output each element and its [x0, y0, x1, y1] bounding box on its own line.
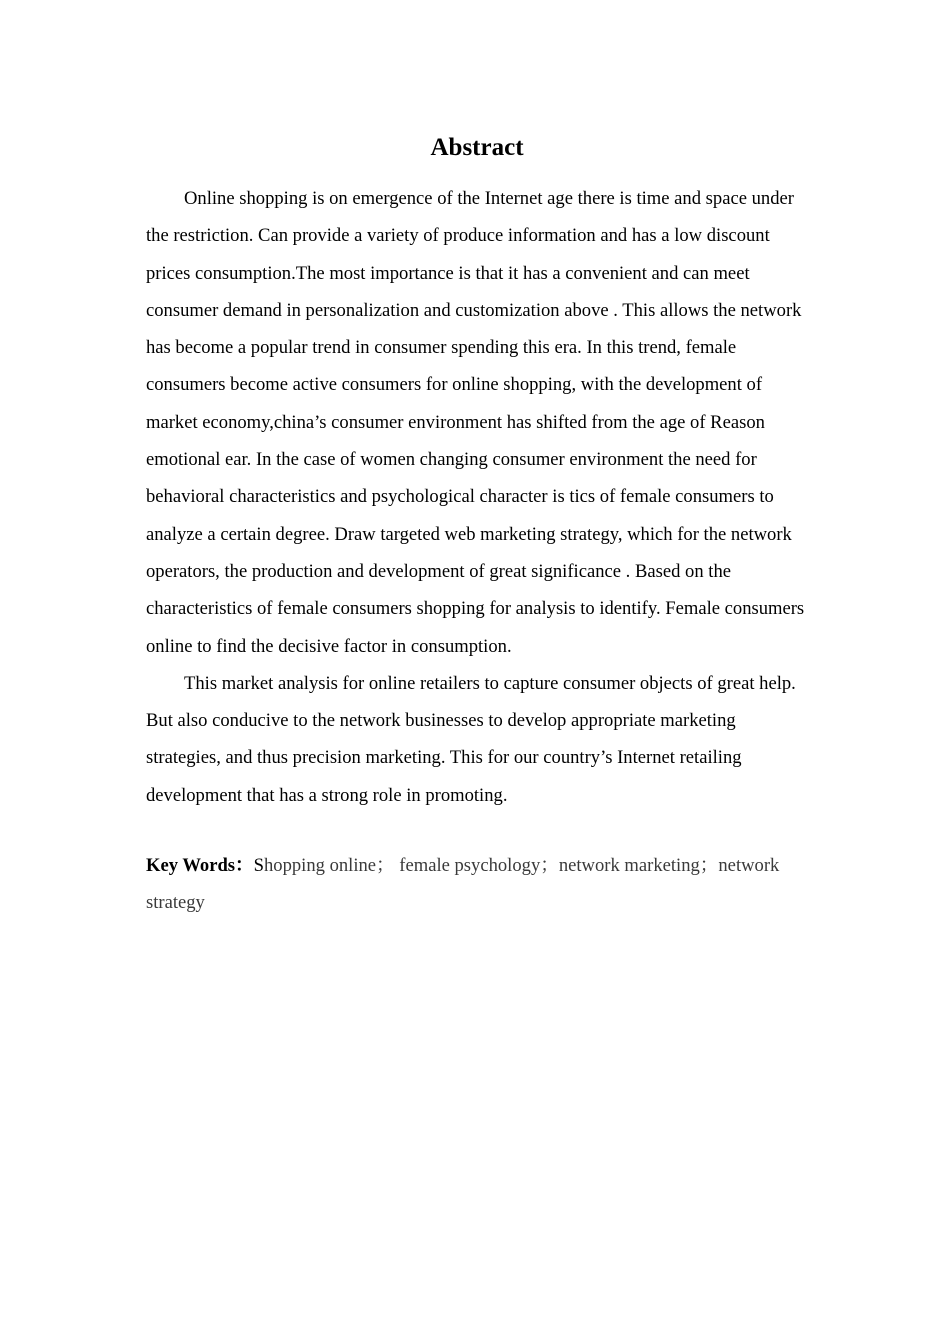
abstract-title: Abstract	[430, 134, 524, 161]
keywords-line	[146, 847, 808, 922]
document-page	[146, 128, 808, 922]
keywords-first-letter: S	[253, 855, 264, 877]
abstract-paragraph-1: Online shopping is on emergence of the Internet age there is time and space under the restriction. Can provide a variety of produce information and has a low discount prices consumption.The most importance is that it has a convenient and can meet consumer demand in personalization and customization above . This allows the network has become a popular trend in consumer spending this era. In this trend, female consumers become active consumers for online shopping, with the development of market economy,china’s consumer environment has shifted from the age of Reason emotional ear. In the case of women changing consumer environment the need for behavioral characteristics and psychological character is tics of female consumers to analyze a certain degree. Draw targeted web marketing strategy, which for the network operators, the production and development of great significance . Based on the characteristics of female consumers shopping for analysis to identify. Female consumers online to find the decisive factor in consumption.	[146, 188, 805, 657]
keywords-label: Key Words：	[146, 855, 254, 877]
keywords-list: hopping online； female psychology；network marketing；network strategy	[146, 855, 780, 914]
abstract-paragraph-2: This market analysis for online retailers to capture consumer objects of great help. But also conducive to the network businesses to develop appropriate marketing strategies, and thus precision marketing. This for our country’s Internet retailing development that has a strong role in promoting.	[146, 672, 796, 806]
